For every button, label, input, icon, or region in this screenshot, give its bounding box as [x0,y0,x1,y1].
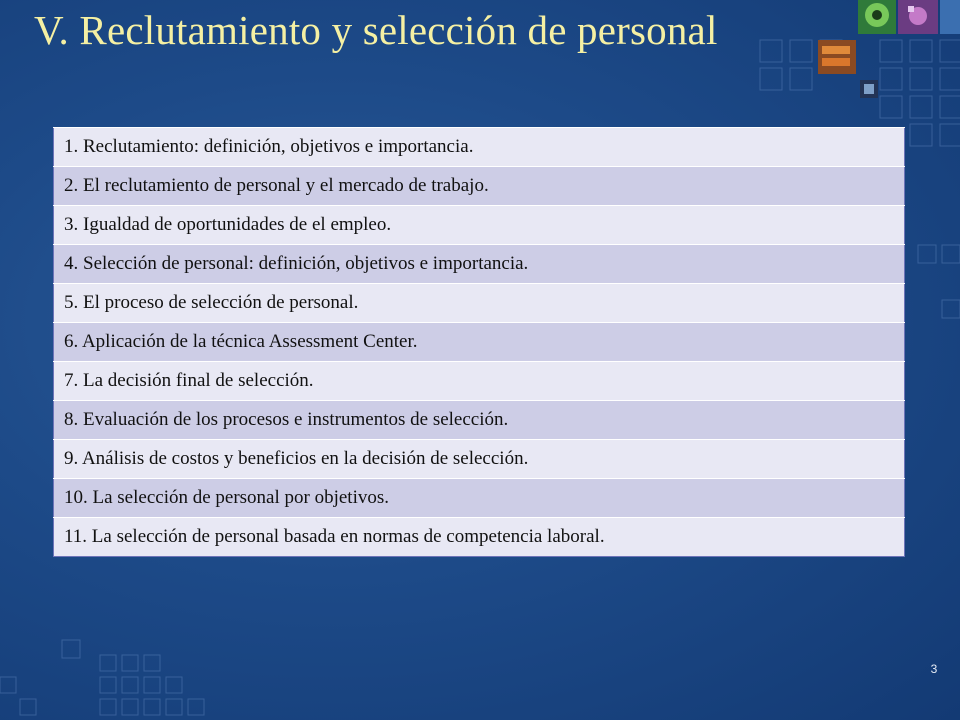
topic-item: 11. La selección de personal basada en normas de competencia laboral. [54,518,905,557]
table-row [54,401,905,440]
topic-item: 4. Selección de personal: definición, objetivos e importancia. [54,245,905,284]
topic-item: 7. La decisión final de selección. [54,362,905,401]
topic-item: 3. Igualdad de oportunidades de el empleo. [54,206,905,245]
topic-item: 6. Aplicación de la técnica Assessment Center. [54,323,905,362]
table-row [54,323,905,362]
table-row [54,245,905,284]
topics-table [53,127,905,557]
table-row [54,206,905,245]
page-number: 3 [930,662,938,676]
table-row [54,518,905,557]
table-row [54,128,905,167]
topic-item: 10. La selección de personal por objetivos. [54,479,905,518]
table-row [54,284,905,323]
table-row [54,362,905,401]
table-row [54,167,905,206]
topic-item: 5. El proceso de selección de personal. [54,284,905,323]
topic-item: 8. Evaluación de los procesos e instrumentos de selección. [54,401,905,440]
table-row [54,479,905,518]
topic-item: 9. Análisis de costos y beneficios en la decisión de selección. [54,440,905,479]
topic-item: 2. El reclutamiento de personal y el mercado de trabajo. [54,167,905,206]
topic-item: 1. Reclutamiento: definición, objetivos e importancia. [54,128,905,167]
slide-title: V. Reclutamiento y selección de personal [34,7,718,53]
table-row [54,440,905,479]
